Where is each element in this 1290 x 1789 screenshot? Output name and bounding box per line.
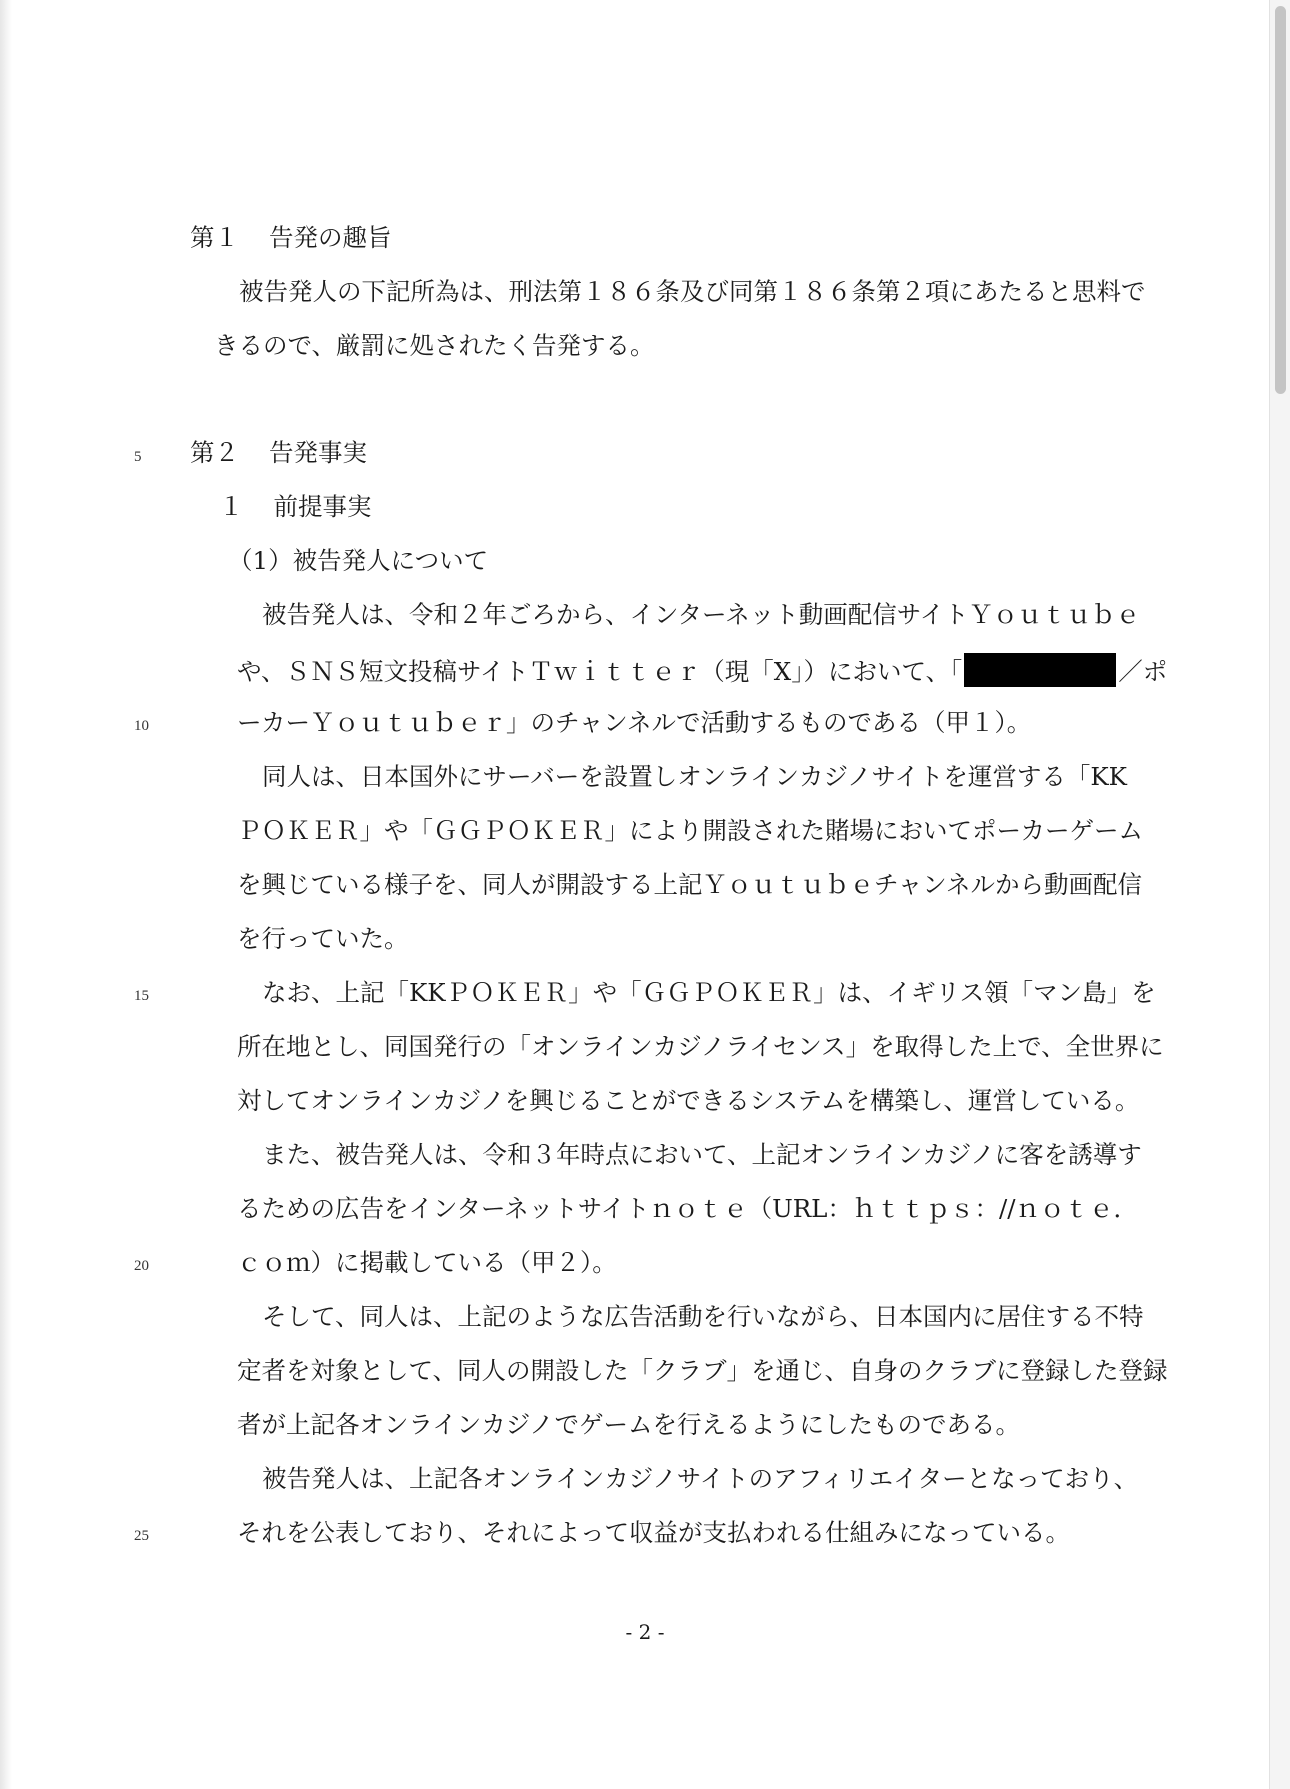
paragraph-line: それを公表しており、それによって収益が支払われる仕組みになっている。 bbox=[237, 1518, 1070, 1547]
paragraph-line: るための広告をインターネットサイトｎｏｔｅ（URL：ｈｔｔｐｓ：//ｎｏｔｅ． bbox=[237, 1194, 1138, 1223]
paragraph-line: 対してオンラインカジノを興じることができるシステムを構築し、運営している。 bbox=[237, 1086, 1140, 1115]
paragraph-line: 者が上記各オンラインカジノでゲームを行えるようにしたものである。 bbox=[237, 1410, 1021, 1439]
line-number: 25 bbox=[134, 1528, 149, 1544]
paragraph-line: ｃｏｍ）に掲載している（甲２）。 bbox=[237, 1248, 617, 1277]
line-number: 5 bbox=[134, 449, 142, 465]
paragraph-line: 被告発人は、上記各オンラインカジノサイトのアフィリエイターとなっており、 bbox=[262, 1464, 1139, 1493]
page-edge-shadow bbox=[0, 0, 12, 1789]
paragraph-line: また、被告発人は、令和３年時点において、上記オンラインカジノに客を誘導す bbox=[262, 1140, 1142, 1169]
paragraph-line: を興じている様子を、同人が開設する上記Ｙｏｕｔｕｂｅチャンネルから動画配信 bbox=[237, 870, 1143, 899]
section1-heading-title: 告発の趣旨 bbox=[269, 223, 392, 252]
paragraph-line: ーカーＹｏｕｔｕｂｅｒ」のチャンネルで活動するものである（甲１）。 bbox=[237, 708, 1032, 737]
section2-heading-title: 告発事実 bbox=[269, 438, 367, 467]
paragraph-fragment: ／ポ bbox=[1118, 657, 1168, 686]
paragraph-line: 定者を対象として、同人の開設した「クラブ」を通じ、自身のクラブに登録した登録 bbox=[237, 1356, 1168, 1385]
subsection-heading bbox=[219, 491, 372, 523]
page-number: - 2 - bbox=[625, 1620, 665, 1644]
paragraph-line: 所在地とし、同国発行の「オンラインカジノライセンス」を取得した上で、全世界に bbox=[237, 1032, 1164, 1061]
paragraph-line: 被告発人は、令和２年ごろから、インターネット動画配信サイトＹｏｕｔｕｂｅ bbox=[262, 600, 1141, 629]
subsection-title: 前提事実 bbox=[273, 492, 372, 521]
scrollbar[interactable] bbox=[1269, 0, 1290, 1789]
section2-heading-number: 第２ bbox=[190, 438, 239, 467]
paragraph-line: 同人は、日本国外にサーバーを設置しオンラインカジノサイトを運営する「KK bbox=[262, 762, 1127, 791]
paragraph-line: を行っていた。 bbox=[237, 924, 409, 953]
paragraph-line bbox=[237, 653, 1167, 688]
subsection-number: １ bbox=[219, 492, 244, 521]
paragraph-line: そして、同人は、上記のような広告活動を行いながら、日本国内に居住する不特 bbox=[262, 1302, 1144, 1331]
scrollbar-thumb[interactable] bbox=[1275, 6, 1286, 394]
section1-heading bbox=[190, 222, 392, 254]
paragraph-fragment: や、ＳＮＳ短文投稿サイトＴｗｉｔｔｅｒ（現「X」）において、「 bbox=[237, 657, 963, 686]
paragraph-line: なお、上記「KKＰＯＫＥＲ」や「ＧＧＰＯＫＥＲ」は、イギリス領「マン島」を bbox=[262, 978, 1156, 1007]
section1-heading-number: 第１ bbox=[190, 223, 239, 252]
section2-heading bbox=[190, 437, 367, 469]
paragraph-line: ＰＯＫＥＲ」や「ＧＧＰＯＫＥＲ」により開設された賭場においてポーカーゲーム bbox=[237, 816, 1144, 845]
item-heading: （1）被告発人について bbox=[228, 546, 489, 575]
line-number: 10 bbox=[134, 718, 149, 734]
section1-text-line: 被告発人の下記所為は、刑法第１８６条及び同第１８６条第２項にあたると思料で bbox=[239, 277, 1146, 306]
line-number: 15 bbox=[134, 988, 149, 1004]
line-number: 20 bbox=[134, 1258, 149, 1274]
section1-text-line: きるので、厳罰に処されたく告発する。 bbox=[214, 331, 655, 360]
redaction-box bbox=[964, 653, 1116, 687]
